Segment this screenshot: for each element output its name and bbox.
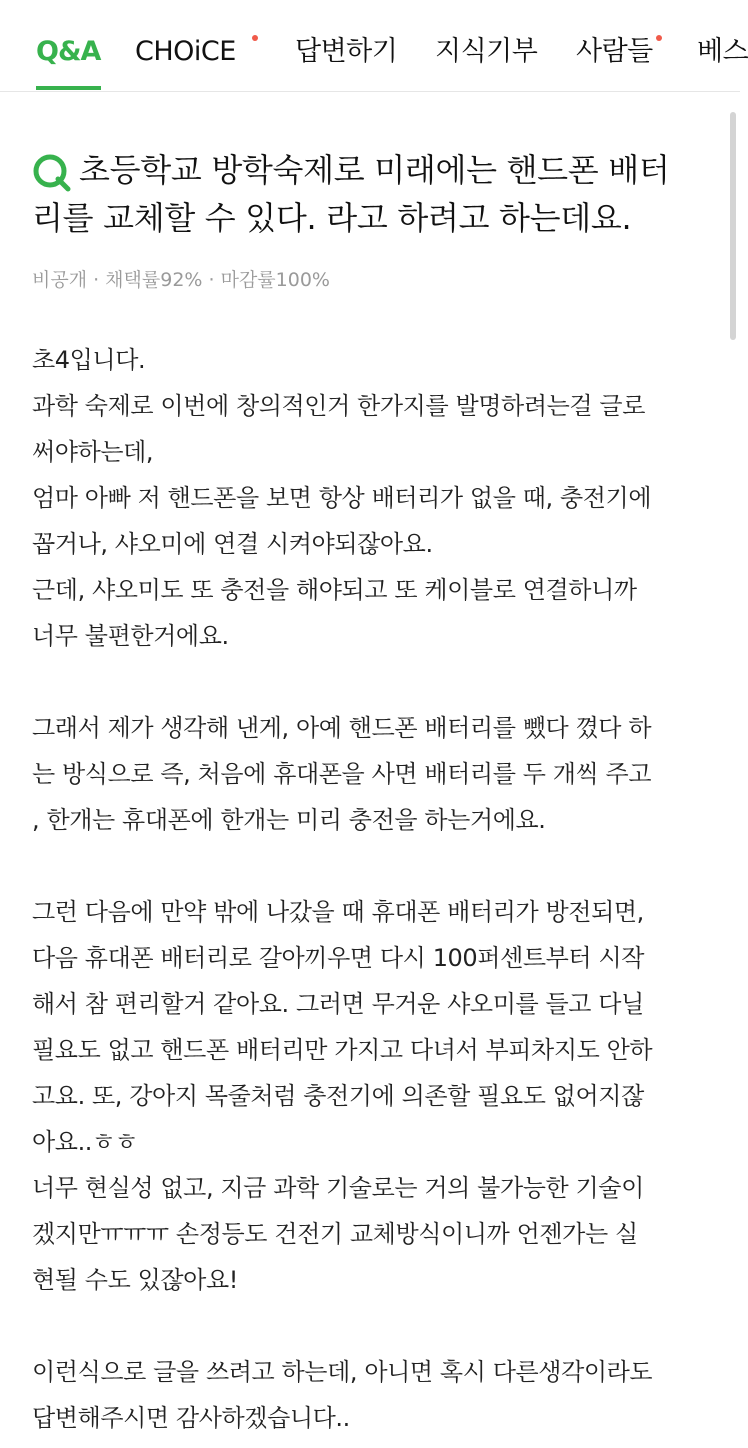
body-line: 너무 현실성 없고, 지금 과학 기술로는 거의 불가능한 기술이 <box>32 1174 644 1202</box>
body-line: 해서 참 편리할거 같아요. 그러면 무거운 샤오미를 들고 다닐 <box>32 990 644 1018</box>
body-line: 아요..ㅎㅎ <box>32 1128 138 1156</box>
active-tab-indicator <box>36 86 101 90</box>
body-line: 고요. 또, 강아지 목줄처럼 충전기에 의존할 필요도 없어지잖 <box>32 1082 644 1110</box>
tab-people[interactable]: 사람들 <box>576 36 653 67</box>
body-line: 엄마 아빠 저 핸드폰을 보면 항상 배터리가 없을 때, 충전기에 <box>32 484 652 512</box>
body-line: 다음 휴대폰 배터리로 갈아끼우면 다시 100퍼센트부터 시작 <box>32 944 645 972</box>
tab-best[interactable]: 베스 <box>697 36 748 67</box>
tab-qna[interactable]: Q&A <box>36 36 101 67</box>
body-line: 필요도 없고 핸드폰 배터리만 가지고 다녀서 부피차지도 안하 <box>32 1036 653 1064</box>
body-line: 답변해주시면 감사하겠습니다.. <box>32 1404 350 1432</box>
body-line: 는 방식으로 즉, 처음에 휴대폰을 사면 배터리를 두 개씩 주고 <box>32 760 652 788</box>
paragraph-break <box>32 659 722 705</box>
body-line: 현될 수도 있잖아요! <box>32 1266 238 1294</box>
tab-answer[interactable]: 답변하기 <box>295 36 398 67</box>
body-line: 겠지만ㅠㅠㅠ 손정등도 건전기 교체방식이니까 언젠가는 실 <box>32 1220 638 1248</box>
body-line: 초4입니다. <box>32 346 146 374</box>
tab-choice-notification-dot <box>252 35 258 41</box>
body-line: 근데, 샤오미도 또 충전을 해야되고 또 케이블로 연결하니까 <box>32 576 637 604</box>
body-line: 그래서 제가 생각해 낸게, 아예 핸드폰 배터리를 뺐다 꼈다 하 <box>32 714 652 742</box>
body-line: 써야하는데, <box>32 438 154 466</box>
question-meta: 비공개 · 채택률92% · 마감률100% <box>32 269 330 291</box>
body-line: 너무 불편한거에요. <box>32 622 229 650</box>
top-tab-bar <box>0 0 748 92</box>
tab-knowledge-donation[interactable]: 지식기부 <box>435 36 538 67</box>
tab-people-notification-dot <box>656 35 662 41</box>
question-body <box>32 337 722 1441</box>
body-line: 꼽거나, 샤오미에 연결 시켜야되잖아요. <box>32 530 433 558</box>
body-line: 이런식으로 글을 쓰려고 하는데, 아니면 혹시 다른생각이라도 <box>32 1358 653 1386</box>
paragraph-break <box>32 1303 722 1349</box>
question-title-line-2: 리를 교체할 수 있다. 라고 하려고 하는데요. <box>32 199 632 237</box>
question-title <box>32 146 722 242</box>
tab-choice[interactable]: CHOiCE <box>135 36 236 67</box>
body-line: 과학 숙제로 이번에 창의적인거 한가지를 발명하려는걸 글로 <box>32 392 645 420</box>
question-title-line-1: 초등학교 방학숙제로 미래에는 핸드폰 배터 <box>79 151 670 189</box>
body-line: 그런 다음에 만약 밖에 나갔을 때 휴대폰 배터리가 방전되면, <box>32 898 644 926</box>
paragraph-break <box>32 843 722 889</box>
body-line: , 한개는 휴대폰에 한개는 미리 충전을 하는거에요. <box>32 806 546 834</box>
scrollbar[interactable] <box>730 112 736 340</box>
